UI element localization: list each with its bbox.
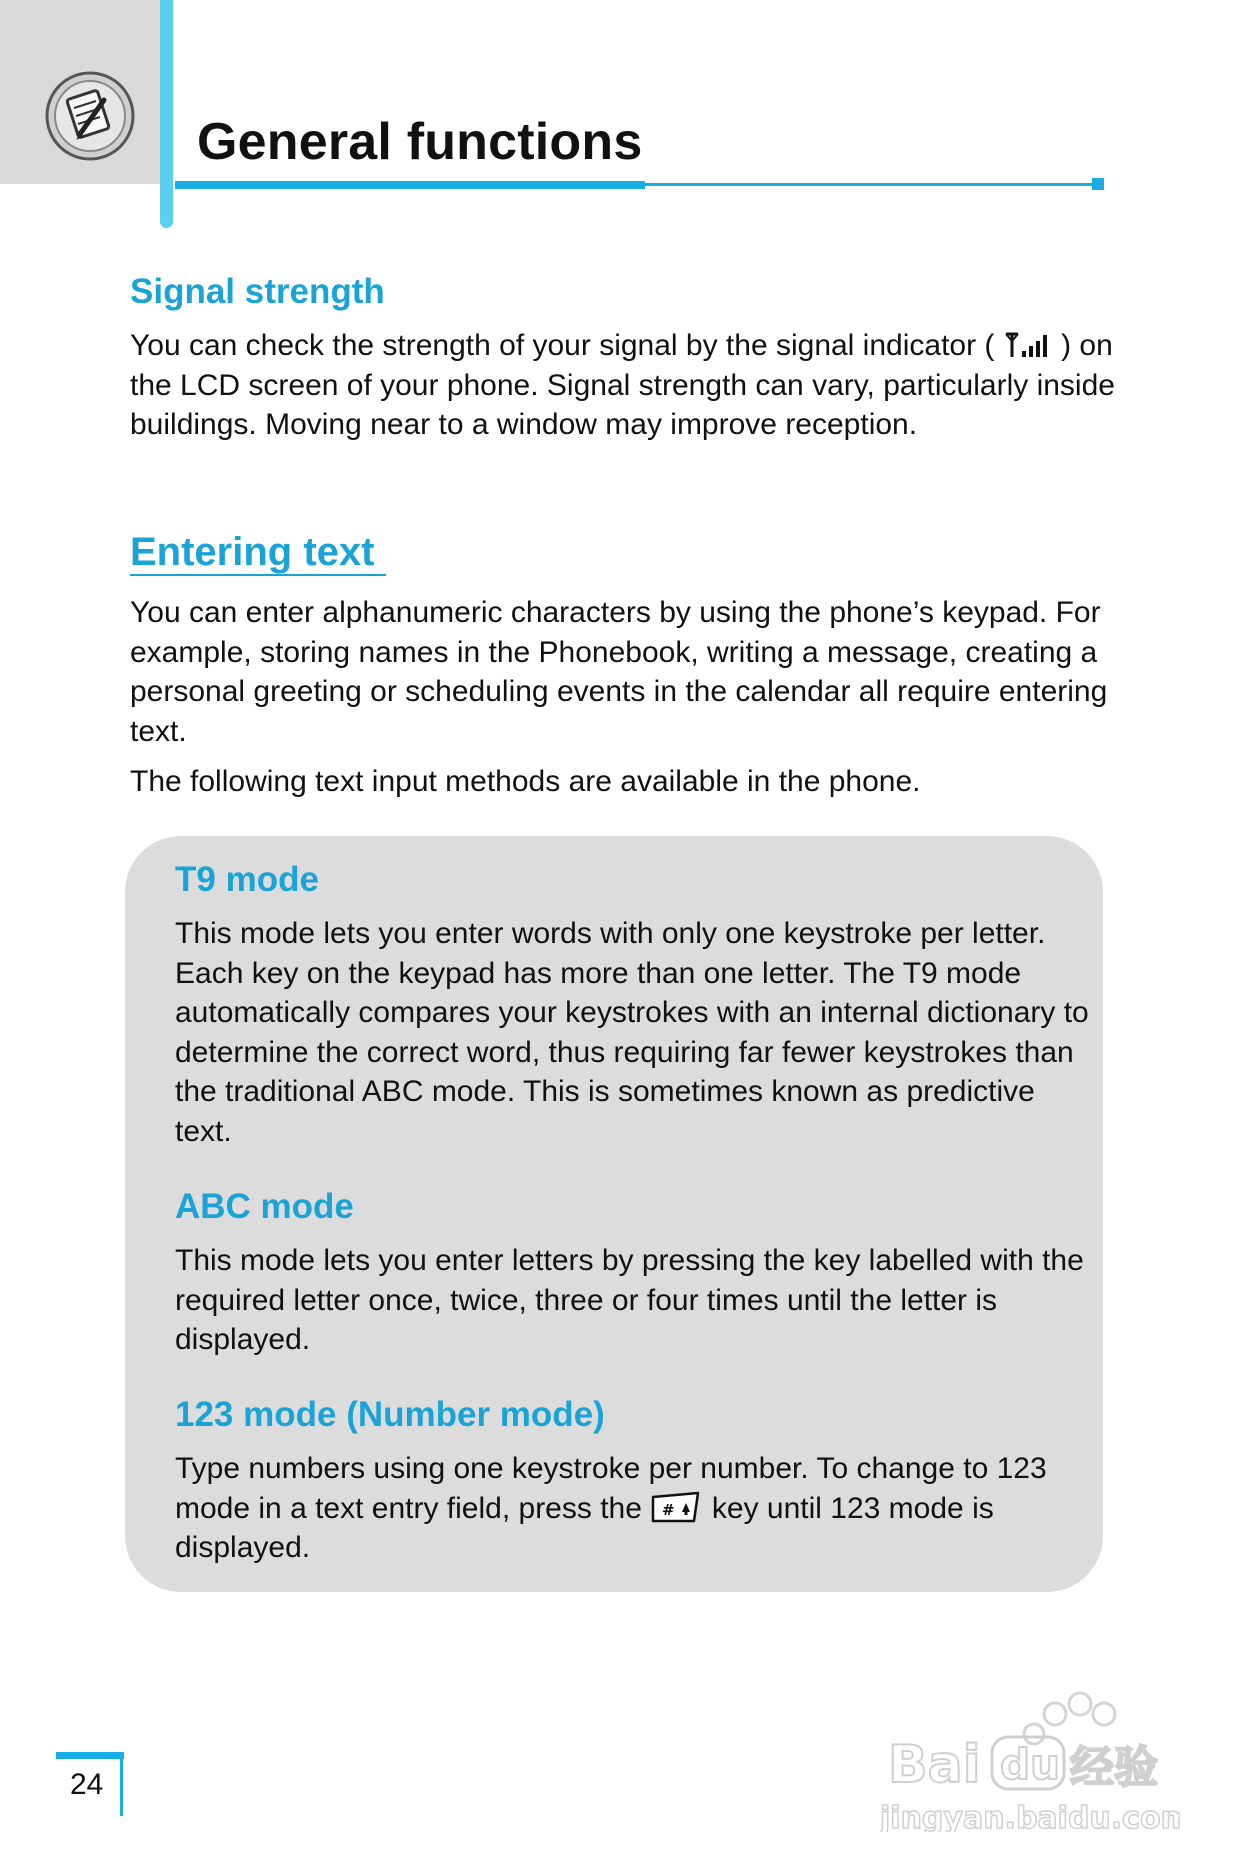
header-rule-thin: [640, 183, 1098, 186]
number-mode-text-after: key until 123 mode is displayed.: [175, 1491, 994, 1564]
header-rule-thick: [175, 181, 645, 189]
chapter-title: General functions: [197, 113, 643, 171]
t9-mode-paragraph: This mode lets you enter words with only one keystroke per letter. Each key on the keypad has more than one letter. The T9 mode automatically compares your keystrokes with an internal dictionary to determine the correct word, thus requiring far fewer keystrokes than the traditional ABC mode. This is sometimes known as predictive text.: [175, 917, 1089, 1148]
t9-mode-heading: T9 mode: [175, 860, 319, 899]
svg-text:Bai: Bai: [888, 1735, 981, 1795]
header-vertical-accent: [160, 0, 173, 228]
entering-text-underline: [130, 574, 386, 576]
signal-strength-paragraph: [130, 326, 1130, 445]
signal-strength-heading: Signal strength: [130, 272, 385, 311]
abc-mode-heading: ABC mode: [175, 1187, 354, 1226]
number-mode-text-before: Type numbers using one keystroke per number. To change to 123 mode in a text entry field, press the: [175, 1452, 1047, 1525]
baidu-watermark: [880, 1682, 1180, 1832]
page-number: 24: [70, 1768, 104, 1801]
number-mode-paragraph: [175, 1449, 1095, 1568]
page-number-divider: [120, 1752, 123, 1816]
hash-key-icon: [650, 1490, 704, 1524]
entering-text-paragraph-1: You can enter alphanumeric characters by using the phone’s keypad. For example, storing names in the Phonebook, writing a message, creating a personal greeting or scheduling events in the calendar all require entering text.: [130, 596, 1108, 748]
signal-text-after: ) on the LCD screen of your phone. Signal strength can vary, particularly inside buildings. Moving near to a window may improve reception.: [130, 329, 1115, 441]
signal-strength-icon: [1003, 329, 1053, 355]
header-rule-end-square: [1092, 178, 1104, 190]
entering-text-paragraph-2: The following text input methods are available in the phone.: [130, 765, 921, 798]
page-number-bar: [56, 1752, 124, 1759]
number-mode-heading: 123 mode (Number mode): [175, 1395, 605, 1434]
note-pencil-icon: [44, 70, 136, 162]
svg-text:du: du: [1000, 1740, 1060, 1789]
hash-key-label: #: [661, 1500, 675, 1519]
abc-mode-paragraph: This mode lets you enter letters by pressing the key labelled with the required letter once, twice, three or four times until the letter is displayed.: [175, 1244, 1084, 1356]
signal-text-before: You can check the strength of your signal by the signal indicator (: [130, 329, 1003, 362]
svg-text:经验: 经验: [1070, 1742, 1158, 1793]
svg-text:jingyan.baidu.com: jingyan.baidu.com: [880, 1801, 1180, 1832]
entering-text-heading: Entering text: [130, 530, 375, 574]
